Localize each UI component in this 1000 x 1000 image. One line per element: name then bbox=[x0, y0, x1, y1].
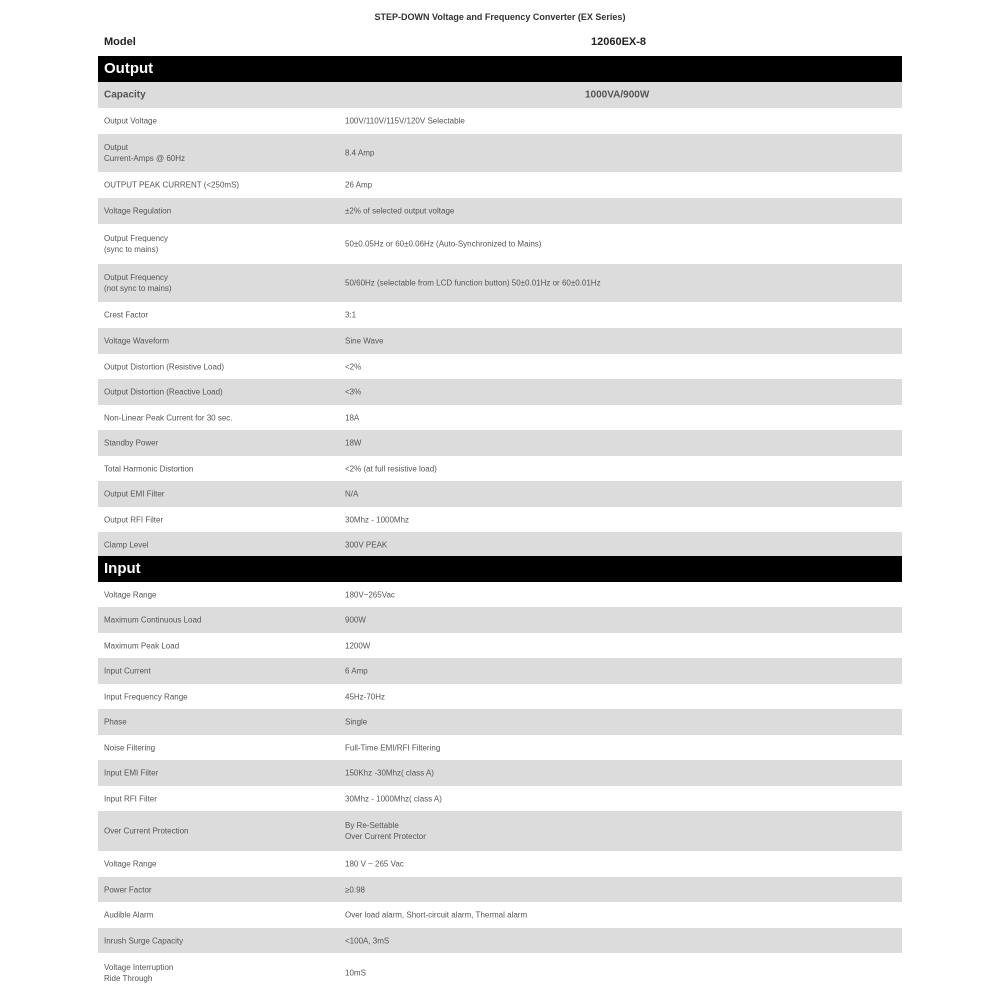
spec-label: Input Current bbox=[104, 666, 151, 676]
spec-value: 3:1 bbox=[345, 310, 357, 320]
spec-row bbox=[98, 134, 902, 172]
spec-value: 30Mhz - 1000Mhz( class A) bbox=[345, 794, 442, 803]
spec-row bbox=[98, 877, 902, 902]
spec-label: Inrush Surge Capacity bbox=[104, 936, 184, 945]
spec-row bbox=[98, 302, 902, 328]
spec-label: Input EMI Filter bbox=[104, 768, 159, 778]
spec-value: 180V~265Vac bbox=[345, 590, 395, 599]
spec-value: By Re-Settable Over Current Protector bbox=[345, 821, 426, 841]
output-spec-table bbox=[98, 82, 902, 558]
spec-label: Phase bbox=[104, 717, 127, 727]
spec-value: 18A bbox=[345, 413, 360, 422]
spec-label: Input RFI Filter bbox=[104, 794, 157, 803]
spec-label: Output RFI Filter bbox=[104, 515, 164, 524]
spec-row bbox=[98, 735, 902, 760]
spec-row bbox=[98, 481, 902, 507]
spec-label: Voltage Interruption Ride Through bbox=[104, 963, 174, 983]
spec-row bbox=[98, 379, 902, 405]
spec-value: <100A, 3mS bbox=[345, 936, 390, 945]
spec-value: 900W bbox=[345, 615, 366, 625]
spec-value: Sine Wave bbox=[345, 336, 384, 346]
spec-value: 50±0.05Hz or 60±0.06Hz (Auto-Synchronized to Mains) bbox=[345, 239, 542, 249]
spec-row bbox=[98, 198, 902, 224]
spec-value: 300V PEAK bbox=[345, 540, 388, 550]
input-section-header: Input bbox=[98, 556, 902, 582]
spec-row bbox=[98, 224, 902, 264]
spec-label: Capacity bbox=[104, 89, 146, 101]
spec-row bbox=[98, 582, 902, 607]
model-value: 12060EX-8 bbox=[591, 36, 647, 48]
spec-label: Clamp Level bbox=[104, 540, 149, 550]
spec-value: 1200W bbox=[345, 641, 371, 650]
spec-label: Voltage Waveform bbox=[104, 336, 170, 346]
model-label: Model bbox=[104, 36, 136, 48]
spec-label: Non-Linear Peak Current for 30 sec. bbox=[104, 413, 233, 422]
spec-value: 30Mhz - 1000Mhz bbox=[345, 515, 410, 524]
spec-value: N/A bbox=[345, 489, 359, 499]
spec-value: 45Hz-70Hz bbox=[345, 692, 386, 701]
spec-row bbox=[98, 709, 902, 735]
spec-row bbox=[98, 430, 902, 456]
model-row bbox=[98, 33, 902, 53]
spec-value: 180 V ~ 265 Vac bbox=[345, 859, 404, 869]
document-title: STEP-DOWN Voltage and Frequency Converter (EX Series) bbox=[374, 12, 626, 22]
spec-row-capacity bbox=[98, 82, 902, 108]
spec-value: ±2% of selected output voltage bbox=[345, 206, 455, 216]
spec-row bbox=[98, 607, 902, 633]
spec-label: Over Current Protection bbox=[104, 826, 189, 836]
input-spec-table bbox=[98, 582, 902, 993]
spec-value: 26 Amp bbox=[345, 180, 373, 190]
spec-row bbox=[98, 172, 902, 198]
spec-row bbox=[98, 354, 902, 379]
spec-value: Over load alarm, Short-circuit alarm, Thermal alarm bbox=[345, 910, 528, 920]
spec-value: Full-Time EMI/RFI Filtering bbox=[345, 743, 441, 752]
spec-row bbox=[98, 953, 902, 993]
spec-value: 18W bbox=[345, 438, 362, 448]
output-section-header: Output bbox=[98, 56, 902, 82]
spec-row bbox=[98, 928, 902, 953]
spec-value: Single bbox=[345, 717, 368, 727]
spec-label: Output Frequency (not sync to mains) bbox=[104, 273, 172, 293]
spec-label: Crest Factor bbox=[104, 310, 149, 320]
spec-row bbox=[98, 405, 902, 430]
spec-row bbox=[98, 328, 902, 354]
spec-label: Noise Filtering bbox=[104, 743, 156, 752]
spec-row bbox=[98, 851, 902, 877]
spec-label: Output Voltage bbox=[104, 116, 157, 126]
spec-row bbox=[98, 456, 902, 481]
spec-value: 8.4 Amp bbox=[345, 148, 375, 158]
spec-value: 6 Amp bbox=[345, 666, 368, 676]
spec-row bbox=[98, 811, 902, 851]
spec-row bbox=[98, 108, 902, 134]
spec-label: Output Distortion (Reactive Load) bbox=[104, 387, 223, 397]
spec-label: Voltage Range bbox=[104, 590, 157, 599]
spec-label: Standby Power bbox=[104, 438, 159, 448]
spec-value: <3% bbox=[345, 387, 362, 397]
spec-label: Audible Alarm bbox=[104, 910, 154, 920]
spec-label: Maximum Peak Load bbox=[104, 641, 180, 650]
spec-label: Voltage Regulation bbox=[104, 206, 172, 216]
spec-label: Power Factor bbox=[104, 885, 152, 894]
spec-label: Maximum Continuous Load bbox=[104, 615, 202, 625]
spec-value: <2% (at full resistive load) bbox=[345, 464, 437, 473]
spec-row bbox=[98, 532, 902, 558]
spec-value: <2% bbox=[345, 362, 362, 371]
spec-label: Input Frequency Range bbox=[104, 692, 188, 701]
spec-row bbox=[98, 264, 902, 302]
spec-label: Total Harmonic Distortion bbox=[104, 464, 194, 473]
spec-row bbox=[98, 507, 902, 532]
spec-label: Output Current-Amps @ 60Hz bbox=[104, 143, 186, 163]
spec-label: Output EMI Filter bbox=[104, 489, 165, 499]
spec-row bbox=[98, 902, 902, 928]
spec-label: OUTPUT PEAK CURRENT (<250mS) bbox=[104, 180, 240, 190]
spec-value: 150Khz -30Mhz( class A) bbox=[345, 768, 434, 778]
spec-value: 50/60Hz (selectable from LCD function button) 50±0.01Hz or 60±0.01Hz bbox=[345, 278, 601, 288]
spec-row bbox=[98, 658, 902, 684]
spec-row bbox=[98, 684, 902, 709]
spec-value: 1000VA/900W bbox=[585, 89, 650, 101]
spec-label: Output Distortion (Resistive Load) bbox=[104, 362, 225, 371]
spec-row bbox=[98, 760, 902, 786]
spec-value: ≥0.98 bbox=[345, 885, 365, 894]
spec-value: 10mS bbox=[345, 968, 366, 978]
spec-label: Output Frequency (sync to mains) bbox=[104, 234, 169, 254]
spec-row bbox=[98, 786, 902, 811]
spec-row bbox=[98, 633, 902, 658]
spec-label: Voltage Range bbox=[104, 859, 157, 869]
spec-value: 100V/110V/115V/120V Selectable bbox=[345, 116, 465, 126]
